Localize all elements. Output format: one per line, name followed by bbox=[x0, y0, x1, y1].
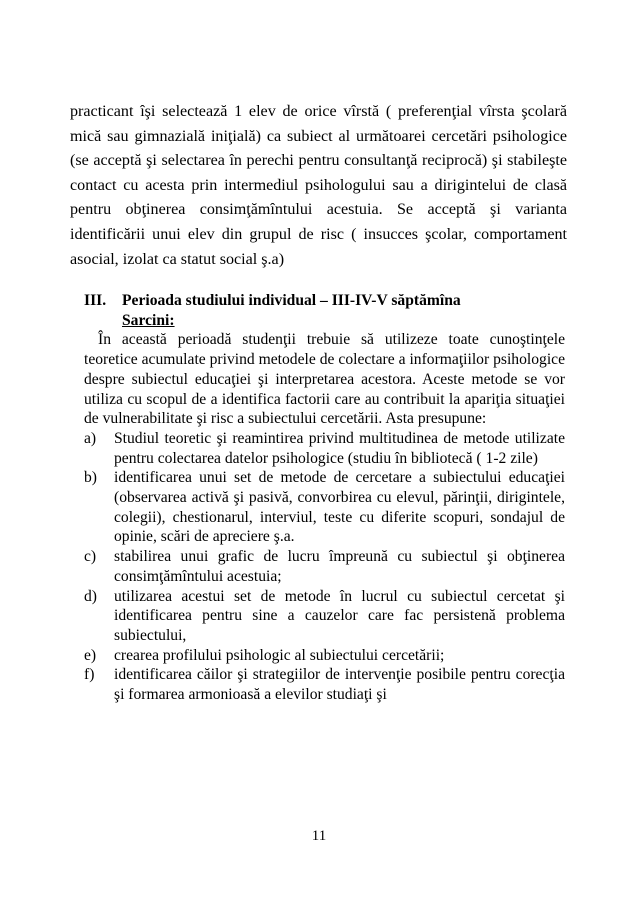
list-item bbox=[84, 587, 565, 646]
list-item bbox=[84, 646, 565, 666]
list-item-marker: f) bbox=[84, 666, 95, 684]
section-subtitle: Sarcini: bbox=[122, 311, 175, 329]
list-item bbox=[84, 468, 565, 547]
task-list bbox=[84, 429, 565, 705]
list-item-text: stabilirea unui grafic de lucru împreună cu subiectul şi obţinerea consimţămîntului acestuia; bbox=[114, 548, 565, 585]
list-item bbox=[84, 547, 565, 586]
list-item-text: identificarea căilor şi strategiilor de intervenţie posibile pentru corecţia şi formarea armonioasă a elevilor studiaţi şi bbox=[114, 666, 565, 704]
list-item bbox=[84, 429, 565, 468]
list-item-marker: d) bbox=[84, 587, 97, 605]
list-item-text: identificarea unui set de metode de cercetare a subiectului educaţiei (observarea activă şi pasivă, convorbirea cu elevul, părinţii, dirigintele, colegii), chestionarul, interviul, teste cu diferite scopuri, sondajul de opinie, scări de apreciere ş.a. bbox=[114, 469, 565, 546]
section-iii bbox=[84, 291, 565, 705]
list-item-text: crearea profilului psihologic al subiectului cercetării; bbox=[114, 646, 445, 664]
list-item-marker: b) bbox=[84, 469, 97, 487]
section-paragraph: În această perioadă studenţii trebuie să utilizeze toate cunoştinţele teoretice acumulate privind metodele de colectare a informaţiilor psihologice despre subiectul educaţiei şi interpretarea acestora. Aceste metode se vor utiliza cu scopul de a identifica factorii care au contribuit la apariţia situaţiei de vulnerabilitate şi risc a subiectului cercetării. Asta presupune: bbox=[84, 331, 565, 428]
list-item-text: utilizarea acestui set de metode în lucrul cu subiectul cercetat şi identificarea pentru sine a cauzelor care fac persistenă problema subiectului, bbox=[114, 587, 565, 644]
section-heading bbox=[84, 291, 565, 311]
page-number: 11 bbox=[311, 828, 327, 844]
list-item-marker: a) bbox=[84, 429, 97, 447]
list-item-marker: e) bbox=[84, 646, 97, 664]
section-number: III. bbox=[84, 292, 107, 309]
list-item-text: Studiul teoretic şi reamintirea privind multitudinea de metode utilizate pentru colectarea datelor psihologice (studiu în bibliotecă ( 1-2 zile) bbox=[114, 429, 565, 467]
section-title: Perioada studiului individual – III-IV-V săptămîna bbox=[122, 292, 461, 309]
intro-paragraph: practicant îşi selectează 1 elev de orice vîrstă ( preferenţial vîrsta şcolară mică sau gimnazială iniţială) ca subiect al următoarei cercetări psihologice (se acceptă şi selectarea în perechi pentru consultanţă reciprocă) şi stabileşte contact cu acesta prin intermediul psihologului sau a dirigintelui de clasă pentru obţinerea consimţămîntului acestuia. Se acceptă şi varianta identificării unui elev din grupul de risc ( insucces şcolar, comportament asocial, izolat ca statut social ş.a) bbox=[70, 103, 567, 268]
list-item-marker: c) bbox=[84, 548, 97, 566]
list-item bbox=[84, 665, 565, 704]
